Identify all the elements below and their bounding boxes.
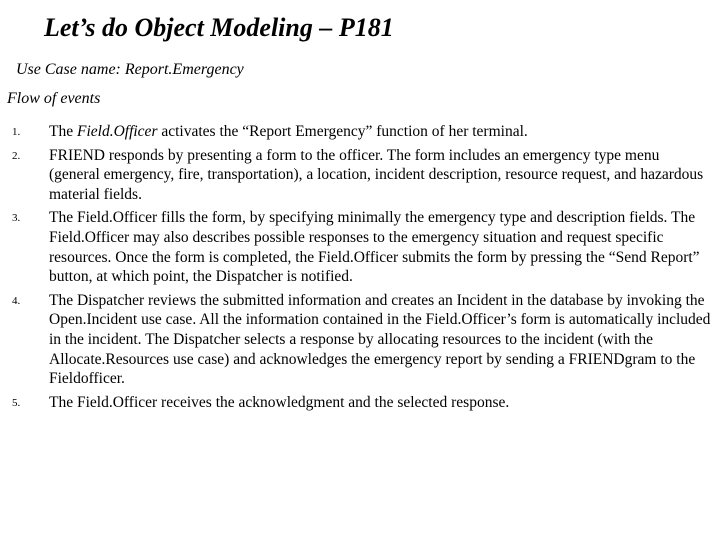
step-text-segment: The Dispatcher reviews the submitted information and creates an Incident in the database by invoking the Open.Incident use case. All the information contained in the Field.Officer’s form is automatically included in the incident. The Dispatcher selects a response by allocating resources to the incident (with the Allocate.Resources use case) and acknowledges the emergency report by sending a FRIENDgram to the Fieldofficer.: [49, 291, 711, 388]
step-text-segment: The: [49, 123, 77, 140]
flow-step: [0, 122, 720, 142]
step-text: [49, 208, 714, 286]
flow-step: [0, 393, 720, 413]
step-text-segment: The Field.Officer receives the acknowledgment and the selected response.: [49, 393, 510, 411]
step-text: [49, 122, 714, 142]
step-text-segment: FRIEND responds by presenting a form to the officer. The form includes an emergency type menu (general emergency, fire, transportation), a location, incident description, resource request, and hazardous material fields.: [49, 146, 704, 203]
step-text: [49, 393, 714, 413]
step-text: [49, 146, 714, 205]
step-number: 1.: [12, 126, 21, 138]
flow-step: [0, 291, 720, 389]
slide-title: Let’s do Object Modeling – P181: [44, 13, 394, 42]
use-case-name: Use Case name: Report.Emergency: [16, 61, 244, 78]
step-number: 2.: [12, 149, 21, 162]
flow-step: [0, 208, 720, 286]
step-text: [49, 291, 714, 389]
step-text-segment: activates the “Report Emergency” function of her terminal.: [157, 123, 528, 140]
flow-step: [0, 146, 720, 205]
step-number: 5.: [12, 396, 21, 409]
step-number: 3.: [12, 212, 21, 225]
step-text-segment-italic: Field.Officer: [76, 123, 158, 140]
flow-of-events-heading: Flow of events: [7, 90, 101, 107]
step-number: 4.: [12, 294, 21, 307]
flow-of-events-list: [0, 122, 720, 416]
step-text-segment: The Field.Officer fills the form, by specifying minimally the emergency type and description fields. The Field.Officer may also describes possible responses to the emergency situation and request specific resources. Once the form is completed, the Field.Officer submits the form by pressing the “Send Report” button, at which point, the Dispatcher is notified.: [49, 209, 700, 286]
